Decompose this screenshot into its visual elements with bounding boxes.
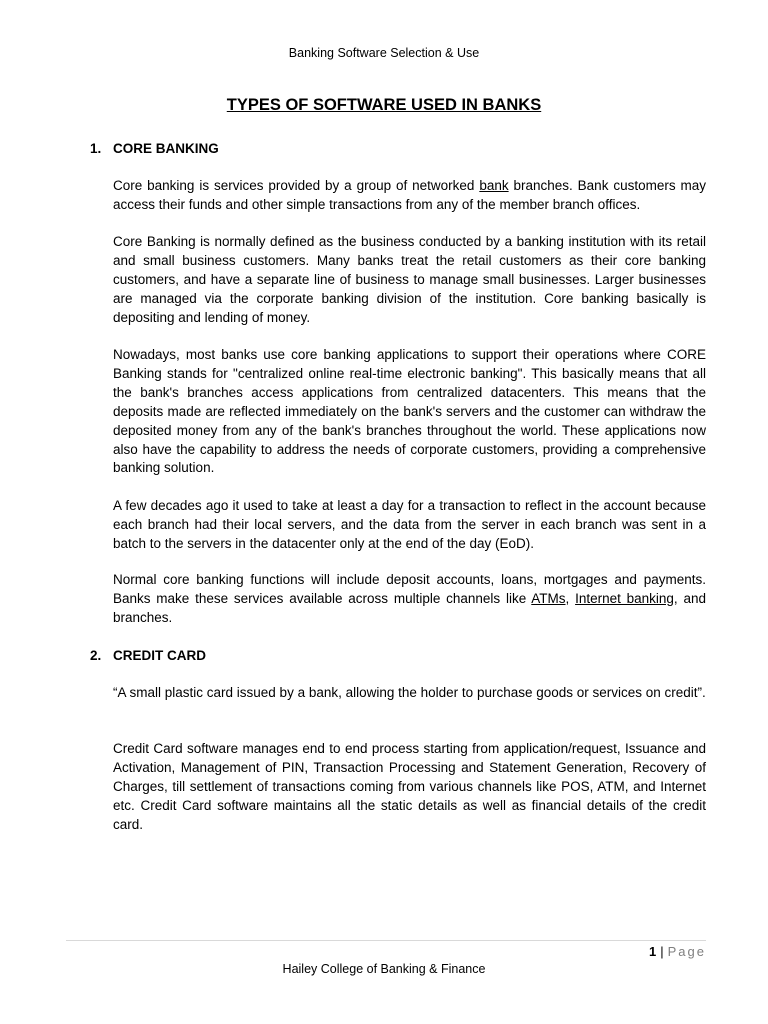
paragraph-core-banking-business: Core Banking is normally defined as the business conducted by a banking institution with its retail and small business customers. Many banks treat the retail customers as their core banking customers, and have a separate line of business to manage small businesses. Larger businesses are managed via the corporate banking division of the institution. Core banking basically is depositing and lending of money. — [113, 234, 706, 325]
section-heading-core-banking — [90, 141, 219, 156]
section-title: CORE BANKING — [113, 141, 219, 156]
paragraph-core-banking-history: A few decades ago it used to take at least a day for a transaction to reflect in the account because each branch had their local servers, and the data from the server in each branch was sent in a batch to the servers in the datacenter only at the end of the day (EoD). — [113, 498, 706, 551]
section-title: CREDIT CARD — [113, 648, 206, 663]
atms-link[interactable]: ATMs — [531, 590, 566, 606]
document-title: TYPES OF SOFTWARE USED IN BANKS — [226, 96, 542, 114]
page-number-separator: | — [660, 944, 664, 959]
section-number: 2. — [90, 648, 102, 663]
page-number — [649, 944, 706, 959]
footer-institution: Hailey College of Banking & Finance — [282, 962, 486, 976]
paragraph-credit-card-quote: “A small plastic card issued by a bank, allowing the holder to purchase goods or services on credit”. — [113, 685, 706, 700]
paragraph-core-banking-definition: Core banking is services provided by a group of networked bank branches. Bank customers may access their funds and other simple transactions from any of the member branch offices. — [113, 178, 706, 212]
page-number-value: 1 — [649, 944, 657, 959]
paragraph-core-banking-functions: Normal core banking functions will include deposit accounts, loans, mortgages and payments. Banks make these services available across multiple channels like ATMs, Internet banking, and branches. — [113, 572, 706, 625]
running-header: Banking Software Selection & Use — [288, 46, 480, 60]
section-heading-credit-card — [90, 648, 206, 663]
page-number-label: Page — [667, 944, 706, 959]
bank-link[interactable]: bank — [479, 178, 509, 193]
section-number: 1. — [90, 141, 102, 156]
paragraph-core-banking-nowadays: Nowadays, most banks use core banking applications to support their operations where CORE Banking stands for "centralized online real-time electronic banking". This basically means that all the bank's branches access applications from centralized datacenters. This means that the deposits made are reflected immediately on the bank's servers and the customer can withdraw the deposited money from any of the bank's branches throughout the world. These applications now also have the capability to address the needs of corporate customers, providing a comprehensive banking solution. — [113, 347, 706, 476]
internet-banking-link[interactable]: Internet banking — [575, 590, 674, 606]
footer-divider — [66, 940, 706, 941]
paragraph-credit-card-software: Credit Card software manages end to end process starting from application/request, Issuance and Activation, Management of PIN, Transaction Processing and Statement Generation, Recovery of Charges, till settlement of transactions coming from various channels like POS, ATM, and Internet etc. Credit Card software maintains all the static details as well as financial details of the credit card. — [113, 741, 706, 832]
